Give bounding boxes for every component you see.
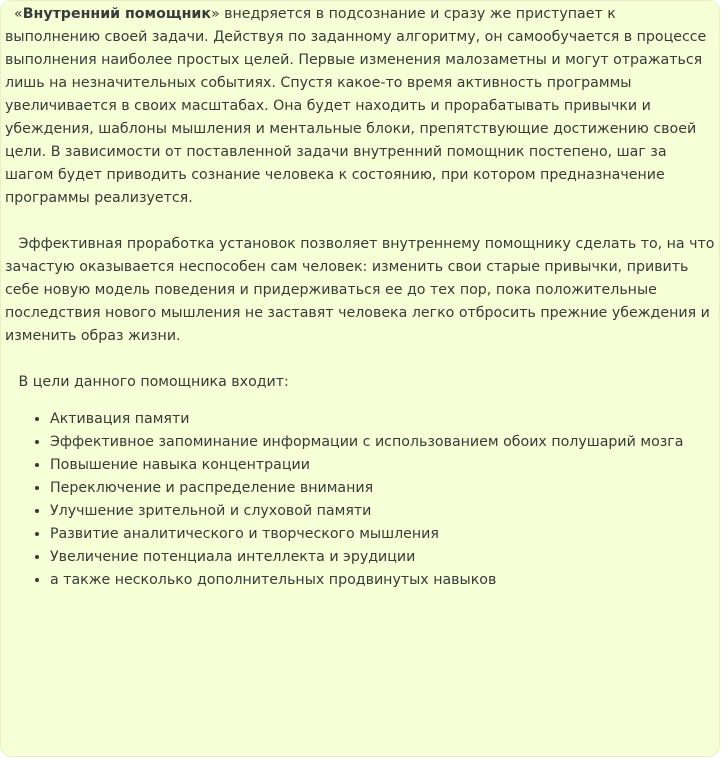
effectiveness-text: Эффективная проработка установок позволяет внутреннему помощнику сделать то, на что зачастую оказывается неспособен сам человек: изменить свои старые привычки, привить себе новую модель поведения и придерживаться ее до тех пор, пока положительные последствия нового мышления не заставят человека легко отбросить прежние убеждения и изменить образ жизни.: [5, 236, 715, 344]
goals-list: [5, 408, 715, 592]
list-item: • Увеличение потенциала интеллекта и эрудиции: [50, 546, 715, 569]
effectiveness-paragraph: [5, 233, 715, 348]
quote-close: »: [210, 6, 220, 22]
quote-open: «: [14, 6, 23, 22]
list-item: • Развитие аналитического и творческого мышления: [50, 523, 715, 546]
program-name: Внутренний помощник: [22, 6, 211, 22]
list-item: • Улучшение зрительной и слуховой памяти: [50, 500, 715, 523]
list-item: • Активация памяти: [50, 408, 715, 431]
goals-heading: [5, 371, 715, 394]
article-body: [1, 1, 719, 592]
list-item: • Повышение навыка концентрации: [50, 454, 715, 477]
intro-text: внедряется в подсознание и сразу же приступает к выполнению своей задачи. Действуя по заданному алгоритму, он самообучается в процессе выполнения наиболее простых целей. Первые изменения малозаметны и могут отражаться лишь на незначительных событиях. Спустя какое-то время активность программы увеличивается в своих масштабах. Она будет находить и прорабатывать привычки и убеждения, шаблоны мышления и ментальные блоки, препятствующие достижению своей цели. В зависимости от поставленной задачи внутренний помощник постепено, шаг за шагом будет приводить сознание человека к состоянию, при котором предназначение программы реализуется.: [5, 6, 707, 206]
list-item: • Эффективное запоминание информации с использованием обоих полушарий мозга: [50, 431, 715, 454]
list-item: • а также несколько дополнительных продвинутых навыков: [50, 569, 715, 592]
intro-paragraph: [5, 3, 715, 210]
list-item: • Переключение и распределение внимания: [50, 477, 715, 500]
goals-heading-text: В цели данного помощника входит:: [18, 374, 289, 390]
